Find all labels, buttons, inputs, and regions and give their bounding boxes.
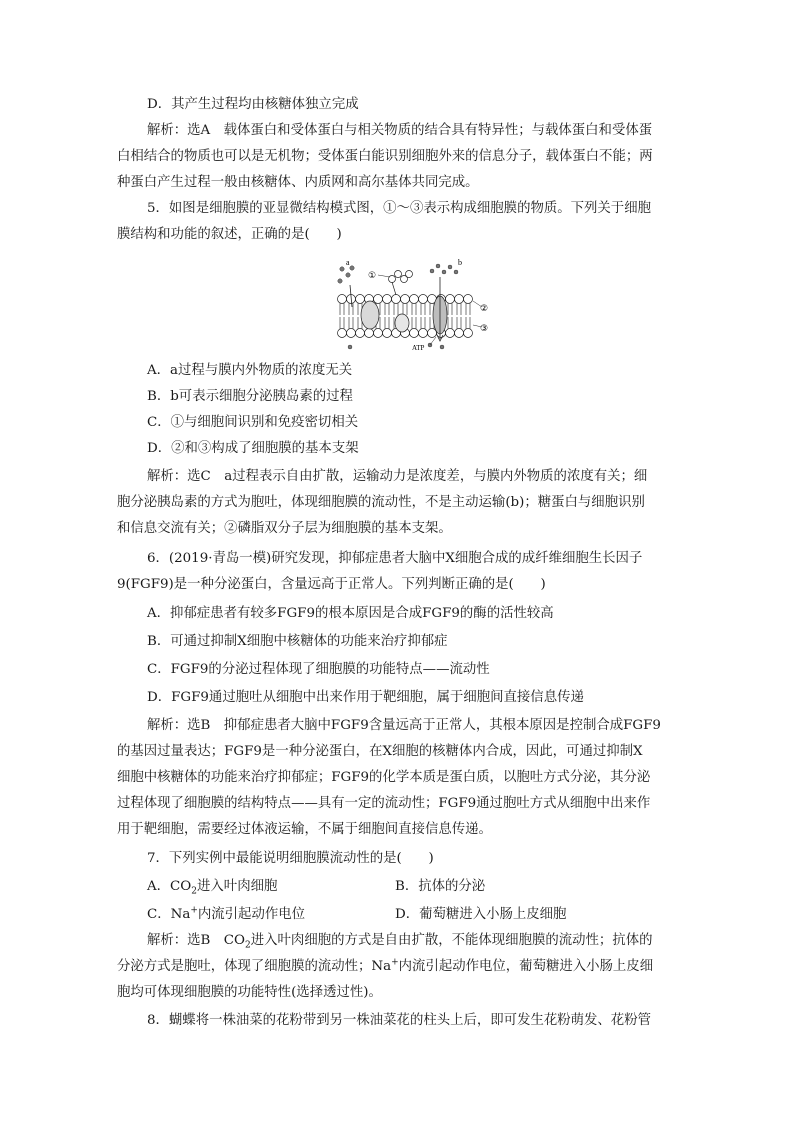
q5-option-d: D．②和③构成了细胞膜的基本支架: [147, 441, 359, 456]
q8-stem-line-1: 8．蝴蝶将一株油菜的花粉带到另一株油菜花的柱头上后，即可发生花粉萌发、花粉管: [147, 1013, 651, 1028]
q7-analysis-line-3: 胞均可体现细胞膜的功能特性(选择透过性)。: [117, 985, 382, 1000]
phospholipid-upper-layer: [338, 295, 473, 304]
q7-option-d: D．葡萄糖进入小肠上皮细胞: [395, 907, 567, 922]
label-atp: ATP: [412, 344, 425, 352]
q4-analysis-line-3: 种蛋白产生过程一般由核糖体、内质网和高尔基体共同完成。: [117, 175, 479, 190]
label-a: a: [346, 258, 350, 267]
membrane-protein: [361, 301, 379, 329]
q6-analysis-line-1: 解析：选B 抑郁症患者大脑中FGF9含量远高于正常人，其根本原因是控制合成FGF9: [147, 718, 661, 733]
membrane-protein: [395, 314, 409, 332]
label-2: ②: [480, 304, 489, 314]
label-3: ③: [480, 324, 489, 334]
q6-analysis-line-4: 过程体现了细胞膜的结构特点——具有一定的流动性；FGF9通过胞吐方式从细胞中出来作: [117, 796, 651, 811]
label-b: b: [458, 258, 462, 267]
q5-option-c: C．①与细胞间识别和免疫密切相关: [147, 415, 359, 430]
q4-analysis-line-2: 白相结合的物质也可以是无机物；受体蛋白能识别细胞外来的信息分子，载体蛋白不能；两: [117, 149, 653, 164]
q7-option-c: C．Na+内流引起动作电位: [147, 905, 306, 922]
q6-stem-line-1: 6．(2019·青岛一模)研究发现，抑郁症患者大脑中X细胞合成的成纤维细胞生长因子: [147, 551, 643, 566]
q7-stem: 7．下列实例中最能说明细胞膜流动性的是( ): [147, 851, 434, 866]
q4-analysis-line-1: 解析：选A 载体蛋白和受体蛋白与相关物质的结合具有特异性；与载体蛋白和受体蛋: [147, 123, 653, 138]
label-1: ①: [368, 271, 377, 281]
q7-option-b: B．抗体的分泌: [395, 879, 486, 894]
q5-analysis-line-2: 胞分泌胰岛素的方式为胞吐，体现细胞膜的流动性，不是主动运输(b)；糖蛋白与细胞识别: [117, 495, 645, 510]
q6-analysis-line-5: 用于靶细胞，需要经过体液运输，不属于细胞间直接信息传递。: [117, 822, 492, 837]
q5-analysis-line-3: 和信息交流有关；②磷脂双分子层为细胞膜的基本支架。: [117, 521, 452, 536]
cell-membrane-diagram: [330, 257, 490, 352]
q6-option-a: A．抑郁症患者有较多FGF9的根本原因是合成FGF9的酶的活性较高: [147, 606, 554, 621]
q7-option-a: A．$CO_2$进入叶肉细胞: [147, 879, 278, 897]
q7-analysis-line-2: 分泌方式是胞吐，体现了细胞膜的流动性；Na+内流引起动作电位，葡萄糖进入小肠上皮细: [117, 957, 654, 974]
q6-option-c: C．FGF9的分泌过程体现了细胞膜的功能特点——流动性: [147, 662, 490, 677]
q5-stem-line-1: 5．如图是细胞膜的亚显微结构模式图，①～③表示构成细胞膜的物质。下列关于细胞: [147, 201, 651, 216]
q6-analysis-line-2: 的基因过量表达；FGF9是一种分泌蛋白，在X细胞的核糖体内合成，因此，可通过抑制X: [117, 744, 643, 759]
q6-option-b: B．可通过抑制X细胞中核糖体的功能来治疗抑郁症: [147, 634, 448, 649]
q7-analysis-line-1: 解析：选B $CO_2$进入叶肉细胞的方式是自由扩散，不能体现细胞膜的流动性；抗体的: [147, 933, 653, 951]
q5-option-a: A．a过程与膜内外物质的浓度无关: [147, 363, 353, 378]
q5-option-b: B．b可表示细胞分泌胰岛素的过程: [147, 389, 353, 404]
q6-stem-line-2: 9(FGF9)是一种分泌蛋白，含量远高于正常人。下列判断正确的是( ): [117, 577, 546, 592]
q4-option-d: D．其产生过程均由核糖体独立完成: [147, 97, 359, 112]
q6-analysis-line-3: 细胞中核糖体的功能来治疗抑郁症；FGF9的化学本质是蛋白质，以胞吐方式分泌，其分泌: [117, 770, 651, 785]
glycoprotein-chain: [389, 271, 413, 296]
q5-stem-line-2: 膜结构和功能的叙述，正确的是( ): [117, 227, 342, 242]
q6-option-d: D．FGF9通过胞吐从细胞中出来作用于靶细胞，属于细胞间直接信息传递: [147, 690, 584, 705]
q5-analysis-line-1: 解析：选C a过程表示自由扩散，运输动力是浓度差，与膜内外物质的浓度有关；细: [147, 469, 648, 484]
